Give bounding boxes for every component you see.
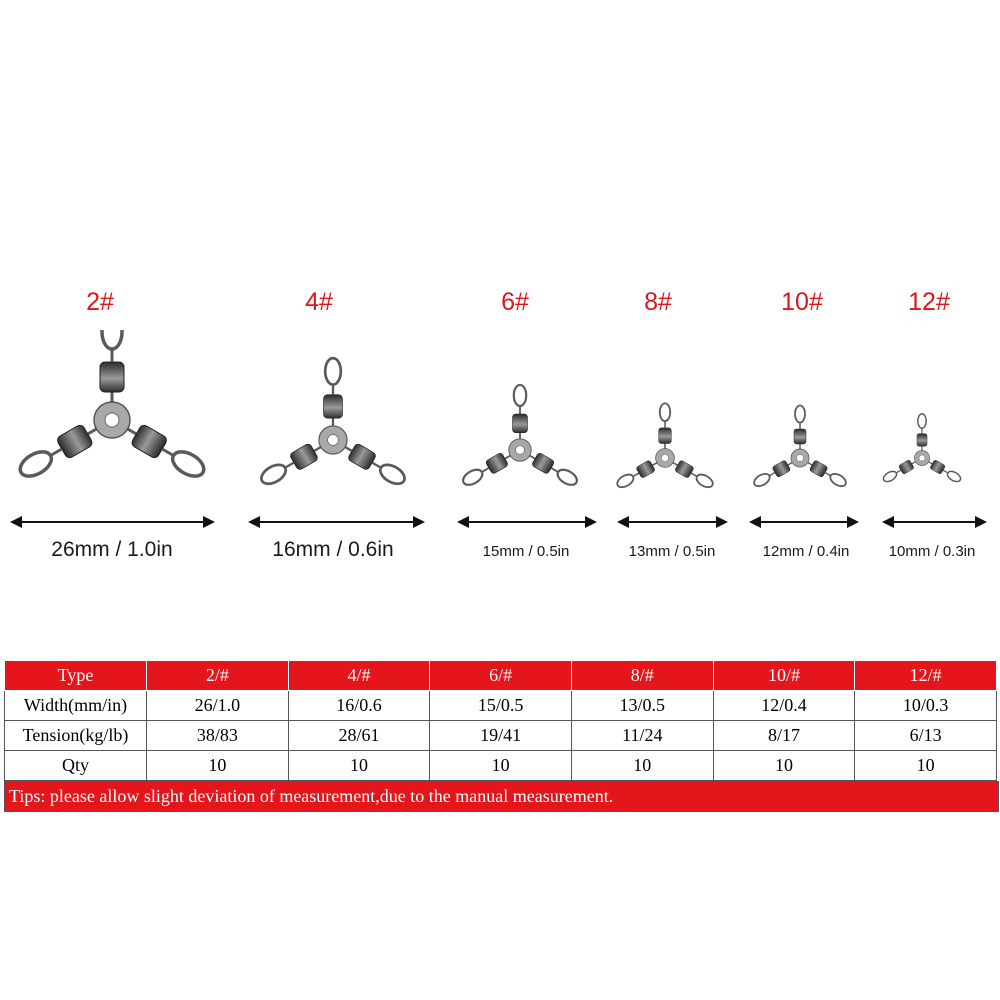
double-arrow-icon [248, 516, 425, 528]
table-cell: 8/17 [713, 721, 855, 751]
three-way-swivel-icon [752, 406, 849, 490]
measurement-4: 16mm / 0.6in [272, 538, 394, 561]
three-way-swivel-icon [460, 385, 580, 489]
double-arrow-icon [882, 516, 987, 528]
table-cell: 12/0.4 [713, 691, 855, 721]
double-arrow-icon [457, 516, 597, 528]
table-cell: 10 [288, 751, 430, 781]
table-row [5, 721, 997, 751]
measurement-10: 12mm / 0.4in [762, 543, 850, 560]
table-cell: Tension(kg/lb) [5, 721, 147, 751]
table-cell: 10 [571, 751, 713, 781]
table-header-cell: 10/# [713, 661, 855, 691]
table-header-cell: Type [5, 661, 147, 691]
three-way-swivel-icon [881, 414, 962, 485]
table-header-row [5, 661, 997, 691]
table-row [5, 691, 997, 721]
table-row [5, 751, 997, 781]
size-label-12: 12# [908, 288, 950, 316]
three-way-swivel-icon [615, 403, 716, 490]
table-cell: 10 [855, 751, 997, 781]
spec-table [4, 660, 997, 781]
size-label-6: 6# [501, 288, 529, 316]
tips-banner: Tips: please allow slight deviation of measurement,due to the manual measurement. [4, 781, 999, 812]
double-arrow-icon [10, 516, 215, 528]
table-header-cell: 12/# [855, 661, 997, 691]
measurement-arrows [0, 505, 1000, 535]
table-cell: 38/83 [147, 721, 289, 751]
three-way-swivel-icon [257, 358, 408, 489]
size-label-10: 10# [781, 288, 823, 316]
table-cell: 11/24 [571, 721, 713, 751]
table-cell: 26/1.0 [147, 691, 289, 721]
table-header-cell: 8/# [571, 661, 713, 691]
measurement-2: 26mm / 1.0in [51, 538, 173, 561]
double-arrow-icon [749, 516, 859, 528]
table-cell: 19/41 [430, 721, 572, 751]
size-label-2: 2# [86, 288, 114, 316]
table-cell: 10 [713, 751, 855, 781]
size-label-4: 4# [305, 288, 333, 316]
table-cell: 10 [430, 751, 572, 781]
table-cell: 10/0.3 [855, 691, 997, 721]
measurement-6: 15mm / 0.5in [482, 543, 570, 560]
table-cell: Width(mm/in) [5, 691, 147, 721]
swivel-images [0, 330, 1000, 505]
size-label-8: 8# [644, 288, 672, 316]
measurement-8: 13mm / 0.5in [628, 543, 716, 560]
table-cell: 15/0.5 [430, 691, 572, 721]
table-cell: 16/0.6 [288, 691, 430, 721]
table-header-cell: 2/# [147, 661, 289, 691]
table-header-cell: 4/# [288, 661, 430, 691]
three-way-swivel-icon [15, 330, 209, 483]
double-arrow-icon [617, 516, 728, 528]
table-header-cell: 6/# [430, 661, 572, 691]
table-cell: 28/61 [288, 721, 430, 751]
measurement-12: 10mm / 0.3in [888, 543, 976, 560]
table-cell: 10 [147, 751, 289, 781]
table-cell: 13/0.5 [571, 691, 713, 721]
table-cell: Qty [5, 751, 147, 781]
table-cell: 6/13 [855, 721, 997, 751]
